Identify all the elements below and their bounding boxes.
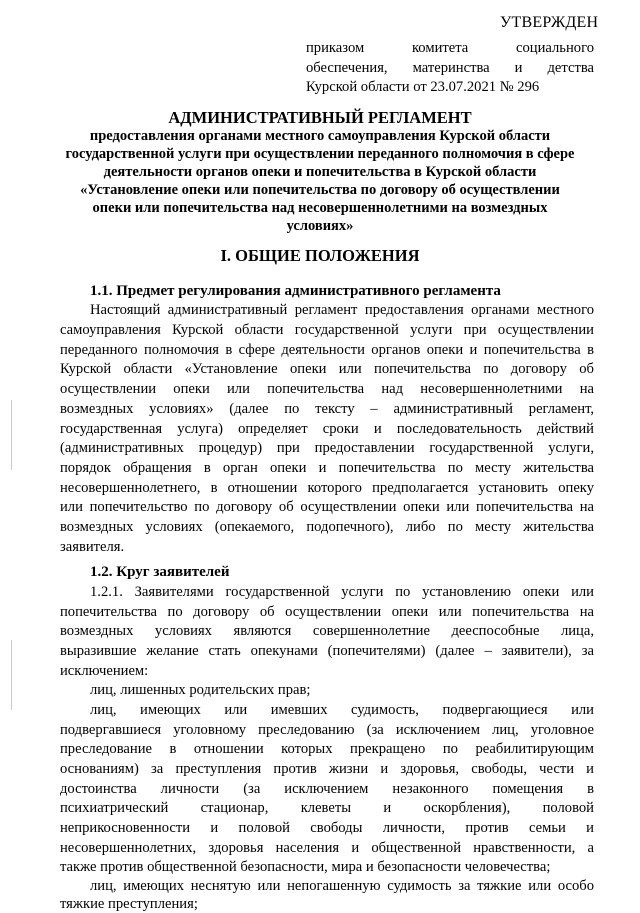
document-subtitle-line: «Установление опеки или попечительства по договору об осуществлении <box>80 182 560 198</box>
approval-line-1: приказом комитета социального <box>306 40 594 56</box>
paragraph-line: лиц, имеющих неснятую или непогашенную судимость за тяжкие или особо <box>90 878 594 894</box>
paragraph-line: возмездных условиях являются совершеннолетние дееспособные лица, <box>60 623 594 639</box>
paragraph-line: возмездных условиях» (далее по тексту – административный регламент, <box>60 401 594 417</box>
approval-line-3: Курской области от 23.07.2021 № 296 <box>306 79 540 95</box>
paragraph-line: подвергавшиеся уголовному преследованию (за исключением лиц, уголовное <box>60 722 594 738</box>
subsection-heading: 1.1. Предмет регулирования административного регламента <box>90 283 501 299</box>
paragraph-line: также против общественной безопасности, мира и безопасности человечества; <box>60 859 551 875</box>
list-item: лиц, лишенных родительских прав; <box>90 682 311 698</box>
approval-title: УТВЕРЖДЕН <box>500 14 599 31</box>
margin-mark-upper <box>11 400 12 470</box>
document-subtitle-line: предоставления органами местного самоуправления Курской области <box>89 128 551 144</box>
paragraph-line: неприкосновенности и половой свободы личности, против семьи и <box>60 820 594 836</box>
paragraph-line: преследование в отношении которых прекращено по реабилитирующим <box>60 741 594 757</box>
paragraph-line: несовершеннолетнего, в отношении которого предполагается установить опеку <box>60 480 594 496</box>
paragraph-line: достоинства личности (за исключением незаконного помещения в <box>60 781 594 797</box>
paragraph-line: несовершеннолетних, здоровья населения и общественной нравственности, а <box>60 840 594 856</box>
paragraph-line: порядок обращения в орган опеки и попечительства по месту жительства <box>60 460 594 476</box>
approval-line-2: обеспечения, материнства и детства <box>306 60 594 76</box>
paragraph-line: попечительства по договору об осуществлении опеки или попечительства на <box>60 604 594 620</box>
paragraph-line: основаниям) за преступления против жизни и здоровья, свободы, чести и <box>60 761 594 777</box>
subsection-heading: 1.2. Круг заявителей <box>90 564 230 580</box>
paragraph-line: лиц, имеющих или имевших судимость, подвергающиеся или <box>90 702 594 718</box>
paragraph-line: возмездных условиях (опекаемого, подопечного), либо по месту жительства <box>60 519 594 535</box>
paragraph-line: Настоящий административный регламент предоставления органами местного <box>90 302 594 318</box>
paragraph-line: тяжкие преступления; <box>60 896 198 912</box>
margin-mark-lower <box>11 640 12 710</box>
paragraph-line: осуществлении опеки или попечительства над несовершеннолетними на <box>60 381 594 397</box>
paragraph-line: переданного полномочия в сфере деятельности органов опеки и попечительства в <box>60 342 594 358</box>
document-subtitle-line: государственной услуги при осуществлении переданного полномочия в сфере <box>65 146 575 162</box>
paragraph-line: психиатрический стационар, клеветы и оскорбления), половой <box>60 800 594 816</box>
document-subtitle-line: деятельности органов опеки и попечительства в Курской области <box>103 164 537 180</box>
section-title: I. ОБЩИЕ ПОЛОЖЕНИЯ <box>220 246 420 265</box>
document-title: АДМИНИСТРАТИВНЫЙ РЕГЛАМЕНТ <box>168 108 472 127</box>
paragraph-line: выразившие желание стать опекунами (попечителями) (далее – заявители), за <box>60 643 594 659</box>
paragraph-line: самоуправления Курской области государственной услуги при осуществлении <box>60 322 594 338</box>
paragraph-line: заявителя. <box>60 539 125 555</box>
document-subtitle-line: условиях» <box>286 218 354 234</box>
document-subtitle-line: опеки или попечительства над несовершеннолетними на возмездных <box>92 200 548 216</box>
paragraph-line: Курской области «Установление опеки или попечительства по договору об <box>60 361 594 377</box>
paragraph-line: (административных процедур) при предоставлении государственной услуги, <box>60 440 594 456</box>
paragraph-line: исключением: <box>60 663 149 679</box>
paragraph-line: 1.2.1. Заявителями государственной услуги по установлению опеки или <box>90 584 594 600</box>
paragraph-line: государственная услуга) определяет сроки и последовательность действий <box>60 421 594 437</box>
paragraph-line: или попечительство по договору об осуществлении опеки или попечительства на <box>60 499 594 515</box>
